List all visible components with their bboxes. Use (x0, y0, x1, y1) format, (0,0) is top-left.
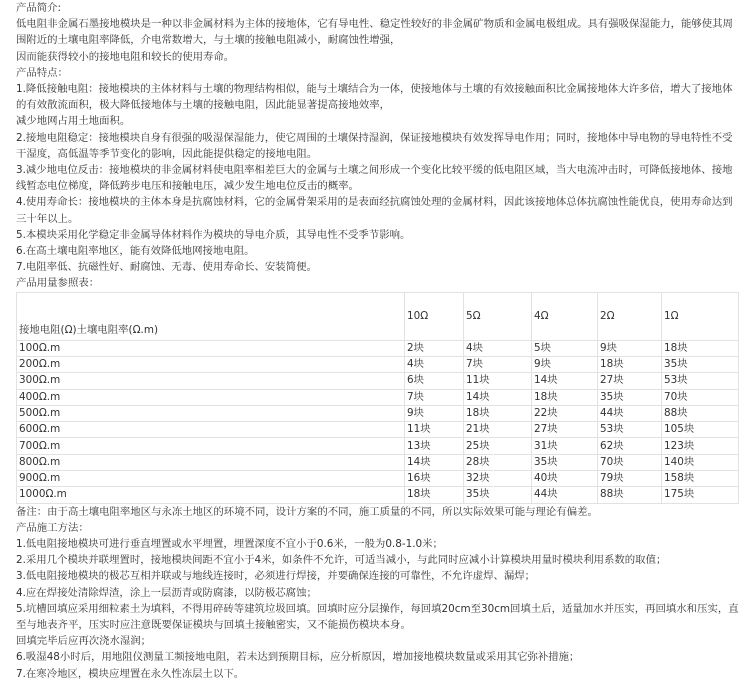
table-cell: 44块 (598, 405, 662, 421)
table-column-header: 5Ω (464, 292, 532, 340)
table-header-row (17, 292, 739, 340)
construction-heading: 产品施工方法： (16, 521, 89, 534)
table-column-header: 2Ω (598, 292, 662, 340)
table-row-label: 1000Ω.m (17, 487, 405, 503)
table-cell: 70块 (598, 454, 662, 470)
table-cell: 5块 (532, 340, 598, 356)
table-row-label: 500Ω.m (17, 405, 405, 421)
table-row-label: 300Ω.m (17, 373, 405, 389)
table-row (17, 405, 739, 421)
table-cell: 9块 (532, 356, 598, 372)
table-cell: 175块 (662, 487, 739, 503)
table-cell: 70块 (662, 389, 739, 405)
intro-line: 因而能获得较小的接地电阻和较长的使用寿命。 (16, 50, 235, 63)
construction-item: 7.在寒冷地区，模块应埋置在永久性冻层土以下。 (16, 667, 245, 680)
table-cell: 18块 (662, 340, 739, 356)
table-column-header: 4Ω (532, 292, 598, 340)
table-cell: 18块 (464, 405, 532, 421)
table-cell: 11块 (405, 422, 464, 438)
table-row-label: 600Ω.m (17, 422, 405, 438)
table-note: 备注：由于高土壤电阻率地区与永冻土地区的环境不同，设计方案的不同，施工质量的不同，所以实际效果可能与理论有偏差。 (16, 505, 598, 518)
construction-item: 6.吸湿48小时后，用地阻仪测量工频接地电阻，若未达到预期目标，应分析原因，增加接地模块数量或采用其它弥补措施； (16, 651, 580, 664)
table-cell: 158块 (662, 471, 739, 487)
feature-item: 1.降低接触电阻：接地模块的主体材料与土壤的物理结构相似，能与土壤结合为一体，使接地体与土壤的有效接触面积比金属接地体大许多倍，增大了接地体的有效散流面积，极大降低接地体与土壤的接触电阻，因此能显著提高接地效率， (16, 83, 733, 112)
table-cell: 140块 (662, 454, 739, 470)
feature-item: 减少地网占用土地面积。 (16, 115, 131, 128)
table-row (17, 389, 739, 405)
construction-item: 4.应在焊接处清除焊渣，涂上一层沥青或防腐漆，以防极芯腐蚀； (16, 586, 317, 599)
table-cell: 27块 (598, 373, 662, 389)
construction-item: 5.坑槽回填应采用细粒素土为填料，不得用碎砖等建筑垃圾回填。回填时应分层操作，每回填20cm至30cm回填土后，适量加水并压实，再回填水和压实，直至与地表齐平，压实时应注意既要保证模块与回填土接触密实，又不能损伤模块本身。 (16, 602, 739, 632)
table-corner-label: 接地电阻(Ω)土壤电阻率(Ω.m) (17, 292, 405, 340)
table-cell: 79块 (598, 471, 662, 487)
table-cell: 4块 (464, 340, 532, 356)
table-cell: 31块 (532, 438, 598, 454)
feature-item: 7.电阻率低、抗磁性好、耐腐蚀、无毒、使用寿命长、安装简便。 (16, 261, 317, 274)
table-cell: 123块 (662, 438, 739, 454)
table-cell: 22块 (532, 405, 598, 421)
construction-item: 1.低电阻接地模块可进行垂直埋置或水平埋置，埋置深度不宜小于0.6米，一般为0.8-1.0米； (16, 538, 443, 551)
table-cell: 25块 (464, 438, 532, 454)
table-column-header: 1Ω (662, 292, 739, 340)
table-row (17, 422, 739, 438)
feature-item: 3.减少地电位反击：接地模块的非金属材料使电阻率相差巨大的金属与土壤之间形成一个变化比较平缓的低电阻区域，当大电流冲击时，可降低接地体、接地线暂态电位梯度，降低跨步电压和接触电压，减少发生地电位反击的概率。 (16, 164, 733, 193)
table-cell: 4块 (405, 356, 464, 372)
table-row (17, 487, 739, 503)
table-cell: 40块 (532, 471, 598, 487)
table-cell: 6块 (405, 373, 464, 389)
table-cell: 18块 (532, 389, 598, 405)
table-row-label: 900Ω.m (17, 471, 405, 487)
table-cell: 7块 (405, 389, 464, 405)
table-cell: 32块 (464, 471, 532, 487)
table-cell: 16块 (405, 471, 464, 487)
table-cell: 18块 (598, 356, 662, 372)
table-heading: 产品用量参照表： (16, 277, 100, 290)
construction-item: 回填完毕后应再次浇水湿润； (16, 635, 152, 648)
feature-item: 2.接地电阻稳定：接地模块自身有很强的吸湿保湿能力，使它周围的土壤保持湿润，保证接地模块有效发挥导电作用；同时，接地体中导电物的导电特性不受干湿度，高低温等季节变化的影响，因此能提供稳定的接地电阻。 (16, 131, 733, 160)
table-column-header: 10Ω (405, 292, 464, 340)
table-cell: 7块 (464, 356, 532, 372)
table-row-label: 700Ω.m (17, 438, 405, 454)
table-row-label: 100Ω.m (17, 340, 405, 356)
table-cell: 9块 (405, 405, 464, 421)
construction-item: 3.低电阻接地模块的极芯互相并联或与地线连接时，必须进行焊接，并要确保连接的可靠性，不允许虚焊、漏焊； (16, 570, 536, 583)
table-cell: 27块 (532, 422, 598, 438)
feature-item: 4.使用寿命长：接地模块的主体本身是抗腐蚀材料，它的金属骨架采用的是表面经抗腐蚀处理的金属材料，因此该接地体总体抗腐蚀性能优良，使用寿命达到三十年以上。 (16, 196, 733, 225)
table-cell: 35块 (662, 356, 739, 372)
table-cell: 35块 (598, 389, 662, 405)
intro-heading: 产品简介: (16, 2, 62, 14)
table-cell: 14块 (464, 389, 532, 405)
table-row-label: 400Ω.m (17, 389, 405, 405)
intro-line: 低电阻非金属石墨接地模块是一种以非金属材料为主体的接地体，它有导电性、稳定性较好的非金属矿物质和金属电极组成。具有强吸保湿能力，能够使其周围附近的土壤电阻率降低，介电常数增大，与土壤的接触电阻减小，耐腐蚀性增强， (16, 18, 733, 47)
table-cell: 14块 (405, 454, 464, 470)
table-row (17, 454, 739, 470)
table-cell: 11块 (464, 373, 532, 389)
table-row-label: 200Ω.m (17, 356, 405, 372)
table-cell: 105块 (662, 422, 739, 438)
table-cell: 35块 (464, 487, 532, 503)
table-cell: 9块 (598, 340, 662, 356)
feature-item: 6.在高土壤电阻率地区，能有效降低地网接地电阻。 (16, 245, 255, 258)
table-cell: 44块 (532, 487, 598, 503)
table-cell: 13块 (405, 438, 464, 454)
features-heading: 产品特点： (16, 66, 68, 79)
table-cell: 2块 (405, 340, 464, 356)
table-cell: 18块 (405, 487, 464, 503)
table-row-label: 800Ω.m (17, 454, 405, 470)
table-row (17, 373, 739, 389)
table-row (17, 356, 739, 372)
feature-item: 5.本模块采用化学稳定非金属导体材料作为模块的导电介质，其导电性不受季节影响。 (16, 228, 411, 241)
table-cell: 53块 (598, 422, 662, 438)
table-cell: 88块 (662, 405, 739, 421)
table-cell: 53块 (662, 373, 739, 389)
table-row (17, 340, 739, 356)
table-cell: 62块 (598, 438, 662, 454)
table-row (17, 471, 739, 487)
table-cell: 21块 (464, 422, 532, 438)
table-cell: 28块 (464, 454, 532, 470)
table-cell: 14块 (532, 373, 598, 389)
usage-table (16, 292, 739, 504)
table-row (17, 438, 739, 454)
construction-item: 2.采用几个模块并联埋置时，接地模块间距不宜小于4米，如条件不允许，可适当减小，与此同时应减小计算模块用量时模块利用系数的取值； (16, 554, 667, 567)
table-cell: 35块 (532, 454, 598, 470)
table-cell: 88块 (598, 487, 662, 503)
